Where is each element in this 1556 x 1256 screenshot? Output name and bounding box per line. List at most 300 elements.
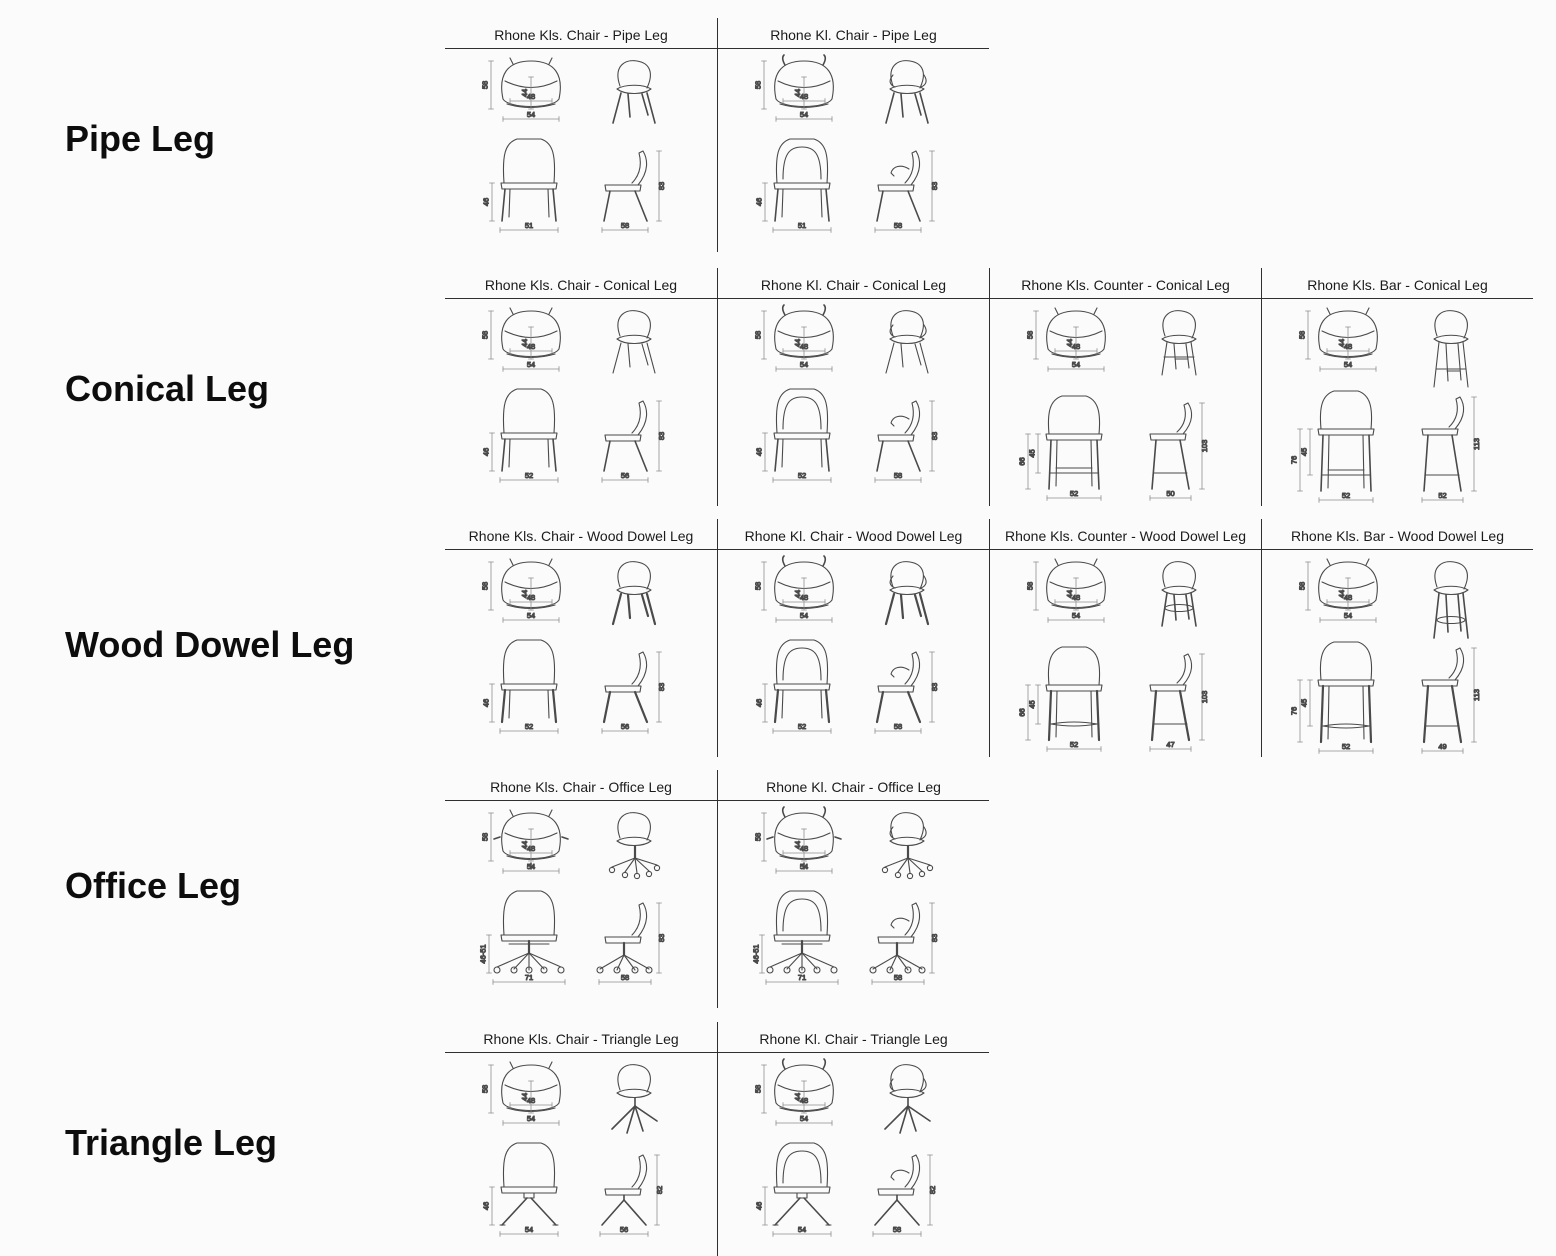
dimension-horizontal [1320, 611, 1376, 623]
dimension-horizontal [602, 221, 648, 233]
dimension-label: 58 [620, 973, 630, 982]
dimension-vertical [657, 151, 667, 221]
front-top-view [1026, 308, 1106, 372]
dimension-horizontal [503, 1114, 559, 1126]
dimension-label: 46 [481, 1201, 491, 1211]
spec-panel [1261, 519, 1533, 757]
dimension-vertical [1300, 680, 1313, 726]
spec-panel [445, 519, 717, 757]
dimension-label: 52 [524, 722, 534, 731]
drawing-area [445, 299, 717, 508]
front-top-view [754, 1059, 834, 1126]
dimension-label: 52 [524, 471, 534, 480]
front-view [1290, 391, 1375, 503]
dimension-label: 48 [799, 92, 809, 101]
dimension-horizontal [875, 471, 921, 483]
dimension-horizontal [1150, 489, 1191, 501]
dimension-label: 58 [893, 973, 903, 982]
dimension-label: 58 [893, 471, 903, 480]
dimension-label: 44 [793, 338, 802, 348]
section-row [0, 268, 1556, 506]
dimension-vertical [1028, 685, 1041, 724]
side-view [602, 151, 666, 233]
dimension-label: 48 [1343, 593, 1353, 602]
dimension-label: 82 [655, 1185, 664, 1195]
dimension-horizontal [602, 471, 648, 483]
perspective-view [1434, 562, 1468, 638]
dimension-label: 113 [1472, 438, 1481, 450]
dimension-vertical [481, 562, 494, 610]
dimension-label: 47 [1166, 740, 1175, 749]
front-view [482, 1143, 559, 1237]
dimension-vertical [481, 1065, 494, 1113]
dimension-label: 48 [526, 342, 536, 351]
perspective-view [1162, 311, 1196, 375]
dimension-horizontal [599, 973, 651, 985]
side-view [1422, 648, 1481, 754]
dimension-label: 48 [526, 844, 536, 853]
dimension-label: 45 [1299, 698, 1309, 708]
perspective-view [1162, 562, 1196, 626]
perspective-view [886, 562, 928, 624]
dimension-vertical [657, 401, 667, 471]
section-label: Conical Leg [65, 368, 270, 409]
front-view [1018, 396, 1103, 501]
dimension-label: 44 [520, 338, 529, 348]
dimension-label: 44 [1337, 589, 1346, 599]
front-view [752, 891, 839, 985]
front-top-view [754, 807, 842, 874]
dimension-horizontal [1150, 740, 1191, 752]
dimension-label: 103 [1200, 439, 1209, 453]
dimension-label: 46 [754, 447, 764, 457]
dimension-label: 46-51 [751, 944, 761, 964]
dimension-label: 44 [520, 840, 529, 850]
technical-drawing [445, 1053, 717, 1256]
dimension-vertical [928, 1155, 938, 1225]
dimension-label: 83 [930, 933, 939, 943]
dimension-label: 54 [526, 862, 536, 871]
dimension-label: 52 [797, 722, 807, 731]
dimension-vertical [755, 183, 768, 221]
dimension-vertical [1290, 429, 1303, 491]
panel-title: Rhone Kls. Chair - Triangle Leg [445, 1022, 717, 1053]
front-top-view [1298, 559, 1378, 623]
dimension-label: 52 [1069, 740, 1079, 749]
drawing-area [718, 801, 989, 1010]
dimension-vertical [482, 684, 495, 722]
dimension-label: 56 [619, 1225, 629, 1234]
side-view [602, 401, 666, 483]
spec-panel [445, 770, 717, 1008]
dimension-label: 113 [1472, 689, 1481, 701]
technical-drawing [990, 550, 1262, 759]
dimension-horizontal [873, 1225, 921, 1237]
dimension-label: 48 [799, 1096, 809, 1105]
section-label: Office Leg [65, 865, 242, 906]
dimension-label: 46-51 [478, 944, 488, 964]
dimension-label: 44 [520, 88, 529, 98]
dimension-vertical [657, 652, 667, 722]
dimension-vertical [482, 183, 495, 221]
dimension-vertical [1200, 403, 1210, 489]
section-label: Wood Dowel Leg [65, 624, 355, 665]
dimension-vertical [1018, 685, 1031, 740]
front-top-view [754, 305, 834, 372]
dimension-label: 58 [620, 221, 630, 230]
dimension-label: 52 [797, 471, 807, 480]
dimension-horizontal [500, 221, 558, 233]
panel-title: Rhone Kl. Chair - Office Leg [718, 770, 989, 801]
dimension-label: 51 [797, 221, 807, 230]
dimension-label: 58 [753, 832, 763, 842]
dimension-horizontal [1319, 491, 1373, 503]
drawing-area [718, 299, 989, 508]
dimension-label: 52 [1438, 491, 1447, 500]
dimension-label: 54 [526, 611, 536, 620]
dimension-label: 58 [892, 1225, 902, 1234]
panel-title: Rhone Kl. Chair - Wood Dowel Leg [718, 519, 989, 550]
dimension-label: 48 [526, 92, 536, 101]
dimension-label: 54 [1071, 360, 1081, 369]
section-row [0, 519, 1556, 757]
dimension-label: 58 [480, 1084, 490, 1094]
front-view [755, 139, 832, 233]
drawing-area [445, 1053, 717, 1256]
panel-title: Rhone Kls. Chair - Pipe Leg [445, 18, 717, 49]
spec-panel [717, 770, 989, 1008]
dimension-label: 71 [524, 973, 534, 982]
spec-panel [717, 519, 989, 757]
panel-title: Rhone Kl. Chair - Conical Leg [718, 268, 989, 299]
dimension-label: 52 [1341, 742, 1351, 751]
dimension-vertical [754, 311, 767, 359]
section-label: Triangle Leg [65, 1122, 278, 1163]
panel-title: Rhone Kl. Chair - Pipe Leg [718, 18, 989, 49]
technical-drawing [990, 299, 1262, 508]
panel-title: Rhone Kl. Chair - Triangle Leg [718, 1022, 989, 1053]
front-view [479, 891, 566, 985]
spec-panel [445, 18, 717, 252]
dimension-horizontal [500, 1225, 558, 1237]
dimension-label: 48 [799, 593, 809, 602]
dimension-label: 83 [930, 682, 939, 692]
dimension-vertical [754, 562, 767, 610]
dimension-vertical [754, 1065, 767, 1113]
drawing-area [1262, 299, 1533, 508]
dimension-label: 44 [793, 88, 802, 98]
side-view [870, 903, 939, 985]
side-view [1422, 397, 1481, 503]
dimension-label: 48 [799, 342, 809, 351]
dimension-label: 54 [799, 862, 809, 871]
dimension-horizontal [773, 1225, 831, 1237]
dimension-vertical [1290, 680, 1303, 742]
dimension-label: 66 [1017, 457, 1027, 466]
dimension-horizontal [1422, 742, 1463, 754]
dimension-label: 66 [1017, 708, 1027, 717]
dimension-vertical [479, 935, 492, 973]
dimension-label: 44 [1065, 338, 1074, 348]
dimension-label: 58 [480, 832, 490, 842]
front-view [482, 139, 559, 233]
dimension-label: 83 [930, 431, 939, 441]
dimension-vertical [1018, 434, 1031, 489]
dimension-label: 50 [1166, 489, 1175, 498]
technical-drawing [1262, 299, 1534, 508]
perspective-view [609, 813, 659, 879]
spec-panel [445, 1022, 717, 1256]
dimension-horizontal [493, 973, 565, 985]
perspective-view [882, 813, 932, 879]
perspective-view [613, 61, 655, 123]
dimension-label: 52 [1341, 491, 1351, 500]
dimension-label: 44 [793, 589, 802, 599]
dimension-label: 48 [526, 1096, 536, 1105]
technical-drawing [445, 49, 717, 254]
dimension-horizontal [500, 722, 558, 734]
dimension-label: 58 [480, 80, 490, 90]
dimension-label: 58 [753, 1084, 763, 1094]
dimension-horizontal [602, 722, 648, 734]
technical-drawing [1262, 550, 1534, 759]
dimension-vertical [481, 61, 494, 109]
dimension-vertical [1472, 648, 1482, 742]
dimension-horizontal [503, 110, 559, 122]
drawing-area [990, 550, 1261, 759]
spec-panel [717, 1022, 989, 1256]
dimension-vertical [1026, 311, 1039, 359]
technical-drawing [718, 550, 990, 759]
perspective-view [613, 562, 655, 624]
front-top-view [754, 556, 834, 623]
drawing-area [718, 49, 989, 254]
dimension-horizontal [776, 360, 832, 372]
dimension-label: 48 [526, 593, 536, 602]
dimension-horizontal [1320, 360, 1376, 372]
dimension-horizontal [773, 471, 831, 483]
front-view [482, 640, 559, 734]
dimension-horizontal [503, 862, 559, 874]
dimension-label: 54 [799, 611, 809, 620]
front-view [755, 389, 832, 483]
side-view [875, 652, 939, 734]
side-view [875, 401, 939, 483]
front-top-view [481, 1062, 561, 1126]
front-top-view [481, 308, 561, 372]
drawing-area [718, 1053, 989, 1256]
dimension-horizontal [503, 611, 559, 623]
dimension-label: 76 [1289, 455, 1299, 465]
dimension-horizontal [1047, 740, 1101, 752]
spec-panel [717, 18, 989, 252]
dimension-label: 83 [930, 181, 939, 191]
dimension-vertical [1298, 311, 1311, 359]
section-row [0, 18, 1556, 252]
section-row [0, 1022, 1556, 1256]
dimension-label: 54 [797, 1225, 807, 1234]
dimension-label: 58 [480, 330, 490, 340]
dimension-label: 54 [526, 110, 536, 119]
front-view [755, 1143, 832, 1237]
dimension-vertical [930, 401, 940, 471]
dimension-label: 82 [928, 1185, 937, 1195]
dimension-horizontal [1422, 491, 1463, 503]
dimension-horizontal [875, 722, 921, 734]
dimension-label: 46 [754, 197, 764, 207]
dimension-label: 56 [620, 471, 630, 480]
panel-title: Rhone Kls. Chair - Wood Dowel Leg [445, 519, 717, 550]
dimension-label: 48 [799, 844, 809, 853]
dimension-horizontal [776, 1114, 832, 1126]
dimension-vertical [755, 1187, 768, 1225]
dimension-horizontal [776, 611, 832, 623]
front-view [755, 640, 832, 734]
dimension-horizontal [776, 110, 832, 122]
dimension-label: 103 [1200, 690, 1209, 704]
side-view [602, 652, 666, 734]
dimension-label: 76 [1289, 706, 1299, 716]
dimension-label: 83 [657, 933, 666, 943]
side-view [1150, 403, 1209, 501]
drawing-area [445, 801, 717, 1010]
dimension-vertical [755, 433, 768, 471]
dimension-vertical [657, 903, 667, 973]
drawing-area [990, 299, 1261, 508]
dimension-label: 54 [799, 110, 809, 119]
panel-title: Rhone Kls. Bar - Wood Dowel Leg [1262, 519, 1533, 550]
dimension-vertical [1028, 434, 1041, 473]
dimension-label: 54 [1071, 611, 1081, 620]
dimension-vertical [482, 1187, 495, 1225]
side-view [873, 1155, 937, 1237]
technical-drawing [445, 550, 717, 759]
dimension-label: 58 [893, 722, 903, 731]
dimension-vertical [754, 61, 767, 109]
panel-title: Rhone Kls. Bar - Conical Leg [1262, 268, 1533, 299]
dimension-horizontal [1048, 611, 1104, 623]
dimension-label: 83 [657, 682, 666, 692]
dimension-vertical [1472, 397, 1482, 491]
dimension-vertical [754, 813, 767, 861]
dimension-horizontal [875, 221, 921, 233]
dimension-label: 44 [793, 840, 802, 850]
dimension-label: 54 [1343, 360, 1353, 369]
front-top-view [1298, 308, 1378, 372]
dimension-label: 48 [1343, 342, 1353, 351]
dimension-horizontal [500, 471, 558, 483]
dimension-label: 52 [1069, 489, 1079, 498]
dimension-label: 83 [657, 431, 666, 441]
dimension-label: 54 [799, 1114, 809, 1123]
drawing-area [445, 49, 717, 254]
dimension-label: 45 [1299, 447, 1309, 457]
front-view [1018, 647, 1103, 752]
front-top-view [481, 58, 561, 122]
dimension-label: 58 [1297, 330, 1307, 340]
dimension-label: 58 [753, 581, 763, 591]
perspective-view [886, 311, 928, 373]
section-row [0, 770, 1556, 1008]
dimension-vertical [482, 433, 495, 471]
section-label: Pipe Leg [65, 118, 216, 159]
dimension-vertical [481, 813, 494, 861]
dimension-label: 83 [657, 181, 666, 191]
dimension-label: 46 [481, 197, 491, 207]
dimension-horizontal [503, 360, 559, 372]
perspective-view [1434, 311, 1468, 387]
panel-title: Rhone Kls. Chair - Office Leg [445, 770, 717, 801]
side-view [600, 1155, 664, 1237]
front-view [1290, 642, 1375, 754]
dimension-vertical [930, 903, 940, 973]
dimension-label: 54 [1343, 611, 1353, 620]
dimension-label: 49 [1438, 742, 1447, 751]
technical-drawing [718, 49, 990, 254]
panel-title: Rhone Kls. Chair - Conical Leg [445, 268, 717, 299]
dimension-vertical [481, 311, 494, 359]
dimension-label: 58 [480, 581, 490, 591]
dimension-horizontal [773, 221, 831, 233]
spec-panel [989, 268, 1261, 506]
perspective-view [886, 61, 928, 123]
side-view [875, 151, 939, 233]
dimension-horizontal [600, 1225, 648, 1237]
side-view [597, 903, 666, 985]
dimension-label: 46 [754, 698, 764, 708]
dimension-label: 48 [1071, 342, 1081, 351]
perspective-view [612, 1065, 657, 1133]
dimension-horizontal [1047, 489, 1101, 501]
spec-panel [445, 268, 717, 506]
dimension-label: 54 [526, 1114, 536, 1123]
perspective-view [885, 1065, 930, 1133]
dimension-label: 58 [1297, 581, 1307, 591]
dimension-label: 71 [797, 973, 807, 982]
dimension-label: 44 [1065, 589, 1074, 599]
panel-title: Rhone Kls. Counter - Wood Dowel Leg [990, 519, 1261, 550]
dimension-label: 45 [1027, 449, 1037, 458]
dimension-label: 54 [526, 360, 536, 369]
dimension-label: 45 [1027, 700, 1037, 709]
front-top-view [481, 559, 561, 623]
dimension-vertical [1300, 429, 1313, 475]
dimension-label: 44 [520, 1092, 529, 1102]
technical-drawing [445, 801, 717, 1010]
dimension-horizontal [872, 973, 924, 985]
dimension-vertical [930, 151, 940, 221]
technical-drawing [718, 801, 990, 1010]
technical-drawing [718, 299, 990, 508]
dimension-label: 46 [481, 447, 491, 457]
dimension-horizontal [766, 973, 838, 985]
dimension-label: 58 [1025, 581, 1035, 591]
dimension-label: 58 [753, 330, 763, 340]
dimension-vertical [930, 652, 940, 722]
front-top-view [481, 810, 569, 874]
dimension-label: 54 [524, 1225, 534, 1234]
dimension-label: 58 [753, 80, 763, 90]
spec-panel [1261, 268, 1533, 506]
front-top-view [1026, 559, 1106, 623]
dimension-vertical [752, 935, 765, 973]
dimension-label: 44 [520, 589, 529, 599]
front-top-view [754, 55, 834, 122]
dimension-vertical [1200, 654, 1210, 740]
dimension-vertical [1026, 562, 1039, 610]
dimension-label: 48 [1071, 593, 1081, 602]
spec-panel [717, 268, 989, 506]
